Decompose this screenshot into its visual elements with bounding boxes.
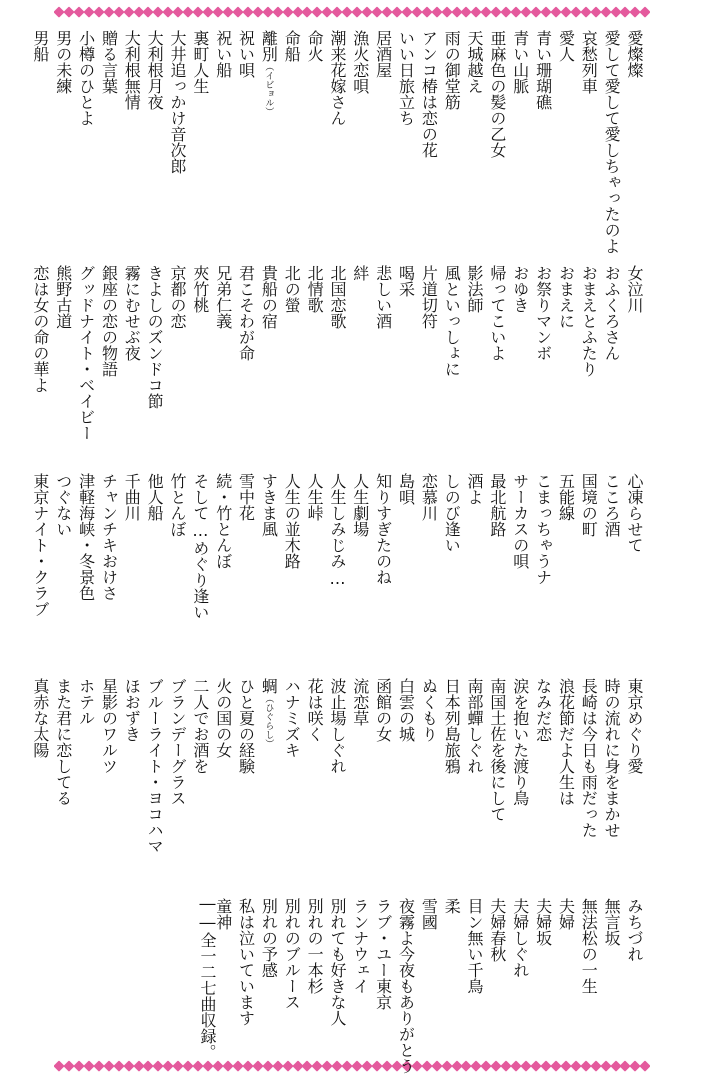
song-title-text: おゆき: [510, 265, 530, 313]
song-title: [441, 678, 461, 774]
song-title-text: なみだ恋: [533, 678, 553, 742]
song-title: [213, 473, 233, 569]
song-title-text: 夫婦しぐれ: [510, 898, 530, 978]
song-title-text: 人生の並木路: [282, 473, 302, 569]
song-title-text: チャンチキおけさ: [99, 473, 119, 601]
song-title-text: 愛燦燦: [625, 30, 644, 78]
song-title-text: 潮来花嫁さん: [327, 30, 347, 126]
song-title-text: 祝い船: [213, 30, 233, 78]
song-title-text: 悲しい酒: [373, 265, 393, 329]
song-title-text: 火の国の女: [213, 678, 233, 758]
song-title: [121, 265, 141, 361]
song-title: [396, 265, 416, 297]
song-title: [327, 473, 347, 588]
song-title: [510, 473, 530, 569]
song-title-text: 続・竹とんぼ: [213, 473, 233, 569]
song-title-text: 長崎は今日も雨だった: [579, 678, 599, 838]
song-title-text: 青い珊瑚礁: [533, 30, 553, 110]
song-title-text: 涙を抱いた渡り鳥: [510, 678, 530, 806]
song-title: [281, 30, 301, 62]
song-title: [144, 473, 164, 521]
song-title: [487, 30, 507, 158]
song-title-text: しのび逢い: [442, 473, 462, 553]
song-title: [236, 678, 256, 774]
song-title-text: 夾竹桃: [190, 265, 210, 313]
song-title: [441, 265, 461, 377]
song-title: [555, 30, 575, 62]
song-title: [510, 678, 530, 806]
song-title: [327, 30, 347, 126]
song-title: [30, 30, 50, 62]
song-title-text: 波止場しぐれ: [327, 678, 347, 774]
song-title: [487, 898, 507, 962]
song-title: [418, 30, 438, 158]
song-title-text: 風といっしょに: [442, 265, 462, 377]
song-title-text: 島唄: [396, 473, 416, 505]
song-title-text: 日本列島旅鴉: [442, 678, 462, 774]
song-title: [304, 265, 324, 313]
border-diamond: [640, 6, 650, 17]
song-title: [624, 30, 644, 78]
song-title-text: 別れの予感: [259, 898, 279, 978]
song-title-text: 小樽のひとよ: [76, 30, 96, 126]
song-title: [487, 473, 507, 537]
song-title: [121, 678, 141, 742]
song-title: [601, 265, 621, 361]
song-title: [601, 30, 621, 254]
song-title-text: 大井追っかけ音次郎: [168, 30, 187, 174]
song-title: [418, 678, 438, 742]
song-title: [624, 265, 644, 313]
song-title-text: ラブ・ユー東京: [373, 898, 393, 1010]
song-title-text: サーカスの唄: [510, 473, 530, 569]
song-title: [53, 678, 73, 806]
song-title-text: 別れても好きな人: [327, 898, 347, 1026]
song-title: [121, 30, 141, 110]
song-title-text: 愛人: [556, 30, 576, 62]
song-title: [304, 30, 324, 62]
song-title-text: 私は泣いています: [236, 898, 256, 1026]
song-title-text: 時の流れに身をまかせ: [602, 678, 622, 838]
song-title: [396, 898, 416, 1074]
song-title-text: 影法師: [465, 265, 485, 313]
song-title-text: みちづれ: [625, 898, 644, 962]
song-title-text: 星影のワルツ: [99, 678, 119, 774]
song-title: [98, 265, 118, 377]
song-title: [213, 265, 233, 329]
song-title: [281, 678, 301, 758]
song-title-text: アンコ椿は恋の花: [419, 30, 439, 158]
song-title-text: 兄弟仁義: [213, 265, 233, 329]
song-title-text: 命火: [305, 30, 325, 62]
song-title-reading: （イビョル）: [263, 62, 274, 116]
song-title: [601, 473, 621, 537]
song-title-text: そして…めぐり逢い: [190, 473, 210, 620]
song-title: [578, 265, 598, 377]
song-title: [350, 265, 370, 281]
song-title-text: きよしのズンドコ節: [145, 265, 165, 409]
song-title-text: 南国土佐を後にして: [487, 678, 507, 822]
song-title: [30, 678, 50, 758]
song-title: [167, 30, 187, 174]
song-title-text: 恋は女の命の華よ: [30, 265, 50, 393]
song-title: [510, 30, 530, 94]
song-title-text: ホテル: [76, 678, 96, 726]
song-title: [441, 473, 461, 553]
song-title-text: 夫婦坂: [533, 898, 553, 946]
song-title-text: 帰ってこいよ: [487, 265, 507, 361]
song-title: [533, 473, 553, 585]
song-title-text: 居酒屋: [373, 30, 393, 78]
song-title: [624, 473, 644, 553]
song-title: [464, 898, 484, 994]
song-title: [555, 898, 575, 930]
song-title: [396, 473, 416, 505]
song-title: [304, 473, 324, 521]
song-title-text: 竹とんぼ: [168, 473, 187, 537]
song-title-text: 北の螢: [282, 265, 302, 313]
song-title: [121, 473, 141, 521]
song-title-text: つぐない: [53, 473, 73, 537]
song-title-text: 片道切符: [419, 265, 439, 329]
song-title-text: 花は咲く: [305, 678, 325, 742]
song-title-text: 五能線: [556, 473, 576, 521]
border-diamond: [640, 1060, 650, 1071]
song-title: [373, 473, 393, 585]
song-title: [418, 898, 438, 930]
song-title-text: 離別: [259, 30, 279, 62]
song-title-text: 祝い唄: [236, 30, 256, 78]
song-title: [350, 473, 370, 537]
song-title: [281, 473, 301, 569]
song-title: [258, 473, 278, 537]
song-title: [281, 265, 301, 313]
song-title-text: ブルーライト・ヨコハマ: [145, 678, 165, 854]
song-title: [327, 898, 347, 1026]
total-count-note: ――全一二七曲収録。: [198, 894, 217, 1060]
song-title-text: おふくろさん: [602, 265, 622, 361]
song-title-text: 喝采: [396, 265, 416, 297]
song-title-text: 最北航路: [487, 473, 507, 537]
song-title: [144, 30, 164, 110]
song-title: [76, 473, 96, 601]
song-title: [624, 678, 644, 774]
song-title: [258, 678, 278, 748]
song-title-text: 銀座の恋の物語: [99, 265, 119, 377]
song-title-text: 哀愁列車: [579, 30, 599, 94]
song-title-text: 青い山脈: [510, 30, 530, 94]
song-title-text: 東京ナイト・クラブ: [30, 473, 50, 617]
song-title: [98, 473, 118, 601]
song-title-text: 男の未練: [53, 30, 73, 94]
song-title: [510, 265, 530, 313]
song-title: [76, 30, 96, 126]
song-title-text: 裏町人生: [190, 30, 210, 94]
song-title: [578, 30, 598, 94]
song-title: [441, 898, 461, 914]
song-title: [304, 678, 324, 742]
song-title-text: 熊野古道: [53, 265, 73, 329]
song-title-text: 無法松の一生: [579, 898, 599, 994]
song-title-text: 雨の御堂筋: [442, 30, 462, 110]
song-title: [236, 30, 256, 78]
song-title-text: また君に恋してる: [53, 678, 73, 806]
top-decorative-border: [54, 6, 650, 18]
song-title-text: 大利根無情: [122, 30, 142, 110]
song-title: [98, 30, 118, 94]
song-title-text: 愛して愛して愛しちゃったのよ: [602, 30, 622, 254]
song-title: [578, 678, 598, 838]
song-title-text: 人生峠: [305, 473, 325, 521]
song-title-reading: （ひぐらし）: [263, 694, 274, 748]
song-title-text: ハナミズキ: [282, 678, 302, 758]
song-title-text: 男船: [30, 30, 50, 62]
song-title: [236, 473, 256, 521]
song-title-text: 夜霧よ今夜もありがとう: [396, 898, 416, 1074]
song-title: [190, 678, 210, 774]
song-title: [258, 898, 278, 978]
song-title-text: 人生劇場: [350, 473, 370, 537]
song-title-text: 別れの一本杉: [305, 898, 325, 994]
bottom-decorative-border: [54, 1060, 650, 1072]
song-title-text: 知りすぎたのね: [373, 473, 393, 585]
song-title: [373, 30, 393, 78]
song-title: [373, 678, 393, 742]
song-title-text: グッドナイト・ベイビー: [76, 265, 96, 441]
song-title-text: ひと夏の経験: [236, 678, 256, 774]
song-title-text: 夫婦: [556, 898, 576, 930]
song-title-text: 大利根月夜: [145, 30, 165, 110]
song-title: [53, 30, 73, 94]
song-title-text: 童神: [213, 898, 233, 930]
song-title: [258, 265, 278, 329]
song-title: [167, 265, 187, 329]
song-title: [258, 30, 278, 116]
song-title-text: 東京めぐり愛: [625, 678, 644, 774]
song-title-text: 人生しみじみ…: [327, 473, 347, 588]
song-title: [418, 265, 438, 329]
song-title-text: 蜩: [259, 678, 279, 694]
song-title: [327, 265, 347, 329]
song-title: [601, 678, 621, 838]
song-title-text: 他人船: [145, 473, 165, 521]
song-title-text: 女泣川: [625, 265, 644, 313]
song-title: [555, 678, 575, 806]
song-title: [418, 473, 438, 521]
song-title: [464, 265, 484, 313]
song-title-text: 雪國: [419, 898, 439, 930]
song-title: [510, 898, 530, 978]
song-title-text: 柔: [442, 898, 462, 914]
song-title-text: 心凍らせて: [625, 473, 644, 553]
song-title: [555, 473, 575, 521]
song-title: [464, 473, 484, 505]
song-title-text: 霧にむせぶ夜: [122, 265, 142, 361]
song-title-text: 君こそわが命: [236, 265, 256, 361]
song-title-text: 北国恋歌: [327, 265, 347, 329]
song-title: [144, 678, 164, 854]
song-title-text: 函館の女: [373, 678, 393, 742]
song-title-text: 雪中花: [236, 473, 256, 521]
song-title: [487, 265, 507, 361]
song-title-text: 南部蟬しぐれ: [465, 678, 485, 774]
song-title: [373, 898, 393, 1010]
song-title-text: 命船: [282, 30, 302, 62]
song-title: [396, 30, 416, 126]
song-title: [144, 265, 164, 409]
song-title-text: 亜麻色の髪の乙女: [487, 30, 507, 158]
song-title: [350, 678, 370, 726]
song-title: [213, 678, 233, 758]
song-title-text: いい日旅立ち: [396, 30, 416, 126]
song-title-text: 天城越え: [465, 30, 485, 94]
song-title: [304, 898, 324, 994]
song-title-text: 国境の町: [579, 473, 599, 537]
song-title: [167, 678, 187, 806]
song-title-text: 北情歌: [305, 265, 325, 313]
song-title: [76, 678, 96, 726]
song-title-text: 恋慕川: [419, 473, 439, 521]
song-title: [601, 898, 621, 946]
song-title-text: おまえに: [556, 265, 576, 329]
song-title: [487, 678, 507, 822]
song-title: [441, 30, 461, 110]
song-title: [167, 473, 187, 537]
song-title: [213, 30, 233, 78]
song-title: [350, 30, 370, 94]
song-title: [236, 265, 256, 361]
song-title-text: 白雲の城: [396, 678, 416, 742]
song-title: [30, 265, 50, 393]
song-title: [53, 473, 73, 537]
song-title: [327, 678, 347, 774]
song-title: [281, 898, 301, 1010]
song-title: [190, 265, 210, 313]
song-title-text: おまえとふたり: [579, 265, 599, 377]
song-title-text: 津軽海峡・冬景色: [76, 473, 96, 601]
song-title-text: 漁火恋唄: [350, 30, 370, 94]
song-title-text: 絆: [350, 265, 370, 281]
song-title: [350, 898, 370, 994]
song-title: [236, 898, 256, 1026]
song-title-text: 二人でお酒を: [190, 678, 210, 774]
song-title: [396, 678, 416, 742]
song-title-text: 夫婦春秋: [487, 898, 507, 962]
song-title-text: 別れのブルース: [282, 898, 302, 1010]
song-title: [53, 265, 73, 329]
song-title-text: 京都の恋: [168, 265, 187, 329]
song-title-text: 貴船の宿: [259, 265, 279, 329]
song-title-text: ランナウェイ: [350, 898, 370, 994]
song-title-text: 無言坂: [602, 898, 622, 946]
song-title: [30, 473, 50, 617]
song-title-text: 目ン無い千鳥: [465, 898, 485, 994]
song-title: [578, 898, 598, 994]
song-title: [464, 30, 484, 94]
song-title: [190, 30, 210, 94]
song-title: [624, 898, 644, 962]
song-title: [533, 265, 553, 361]
song-title-text: お祭りマンボ: [533, 265, 553, 361]
song-title-text: こころ酒: [602, 473, 622, 537]
song-title: [464, 678, 484, 774]
song-title: [533, 30, 553, 110]
song-title-text: ぬくもり: [419, 678, 439, 742]
song-title: [555, 265, 575, 329]
song-title: [533, 898, 553, 946]
song-title-text: ほおずき: [122, 678, 142, 742]
song-title: [578, 473, 598, 537]
song-title-text: こまっちゃうナ: [533, 473, 553, 585]
song-title-text: 浪花節だよ人生は: [556, 678, 576, 806]
song-title: [76, 265, 96, 441]
song-title-text: 真赤な太陽: [30, 678, 50, 758]
song-title: [533, 678, 553, 742]
song-title-text: 贈る言葉: [99, 30, 119, 94]
song-title-text: すきま風: [259, 473, 279, 537]
song-title: [98, 678, 118, 774]
song-title: [373, 265, 393, 329]
song-title-text: 千曲川: [122, 473, 142, 521]
song-title: [190, 473, 210, 620]
song-title-text: ブランデーグラス: [168, 678, 187, 806]
song-title-text: 酒よ: [465, 473, 485, 505]
song-title-text: 流恋草: [350, 678, 370, 726]
